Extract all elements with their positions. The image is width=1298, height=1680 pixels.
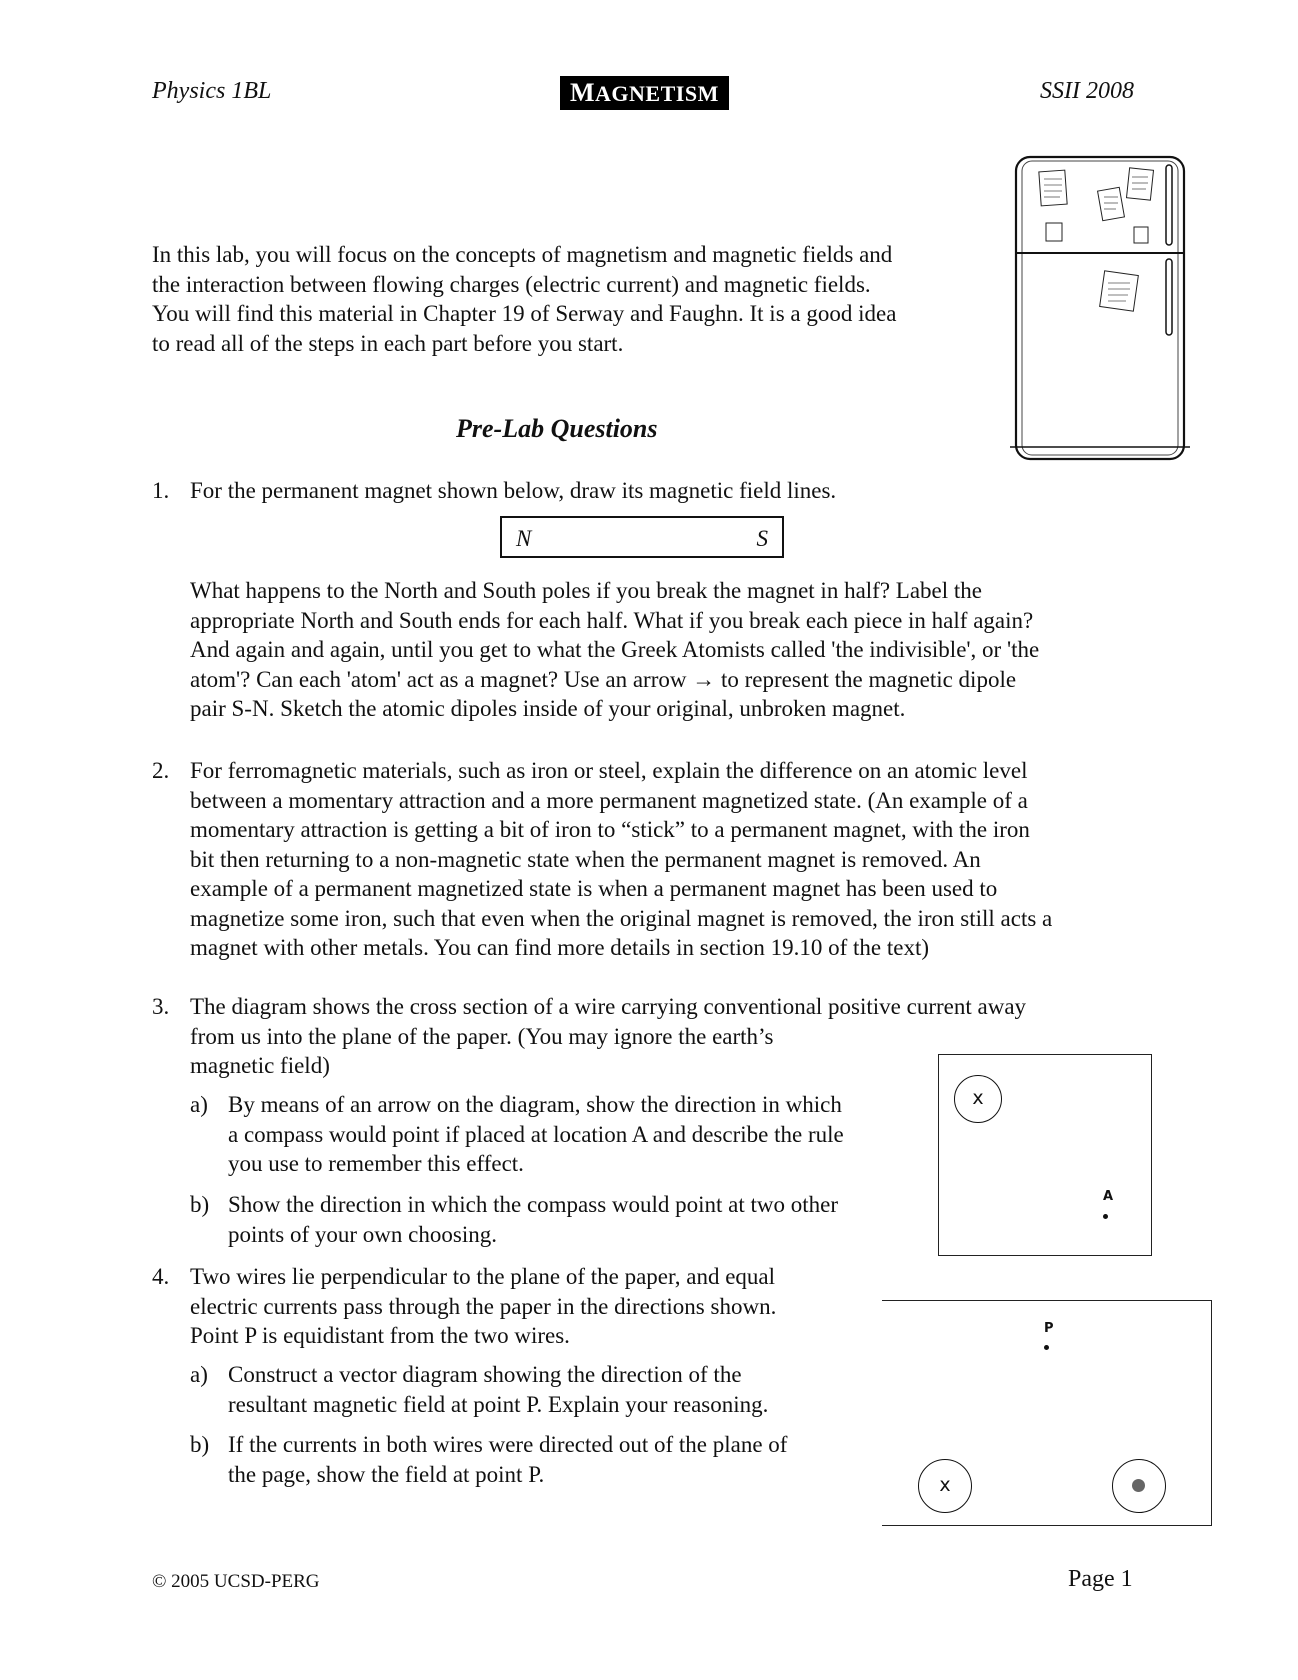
q4-two-wire-diagram [882, 1300, 1212, 1526]
q1-line: appropriate North and South ends for each half. What if you break each piece in half again? [190, 607, 1034, 633]
wire-into-page-icon: x [954, 1075, 1002, 1123]
q4b-line: the page, show the field at point P. [228, 1461, 545, 1487]
page-title: MAGNETISM [560, 76, 729, 110]
wire-out-of-page-icon [1112, 1459, 1166, 1513]
intro-paragraph [152, 240, 896, 358]
q4-line: electric currents pass through the paper in the directions shown. [190, 1293, 777, 1319]
q3-line: from us into the plane of the paper. (You may ignore the earth’s [190, 1023, 774, 1049]
q4-body [190, 1262, 776, 1351]
q1-prompt: For the permanent magnet shown below, draw its magnetic field lines. [190, 478, 837, 503]
q1-body [190, 576, 1039, 724]
q3a-line: By means of an arrow on the diagram, show the direction in which [228, 1092, 842, 1117]
page-number: Page 1 [1068, 1566, 1133, 1592]
q2-line: between a momentary attraction and a more permanent magnetized state. (An example of a [190, 787, 1028, 813]
point-a-label: A [1103, 1189, 1114, 1204]
prelab-heading: Pre-Lab Questions [456, 414, 658, 443]
q3a-label: a) [190, 1092, 208, 1117]
q3b-line: Show the direction in which the compass would point at two other [228, 1192, 839, 1217]
point-a-dot [1103, 1214, 1108, 1219]
q4b-body [228, 1430, 787, 1489]
q3a-line: you use to remember this effect. [228, 1151, 524, 1176]
q2-line: magnetize some iron, such that even when the original magnet is removed, the iron still acts a [190, 905, 1053, 931]
q2-line: bit then returning to a non-magnetic state when the permanent magnet is removed. An [190, 846, 981, 872]
q2-line: magnet with other metals. You can find more details in section 19.10 of the text) [190, 935, 930, 960]
q3b-line: points of your own choosing. [228, 1221, 497, 1247]
course-name: Physics 1BL [152, 78, 272, 104]
intro-line: the interaction between flowing charges (electric current) and magnetic fields. [152, 271, 871, 297]
q1-number: 1. [152, 478, 170, 503]
q4-line: Point P is equidistant from the two wires. [190, 1323, 570, 1348]
wire-into-page-icon: x [918, 1459, 972, 1513]
q2-line: momentary attraction is getting a bit of iron to “stick” to a permanent magnet, with the iron [190, 817, 1030, 842]
south-pole-label: S [756, 526, 768, 551]
q1-line: atom'? Can each 'atom' act as a magnet? Use an arrow → to represent the magnetic dipole [190, 666, 1017, 692]
q2-number: 2. [152, 758, 170, 783]
q4b-label: b) [190, 1432, 210, 1457]
q4-line: Two wires lie perpendicular to the plane of the paper, and equal [190, 1264, 776, 1289]
q3a-line: a compass would point if placed at location A and describe the rule [228, 1121, 844, 1147]
refrigerator-illustration [1010, 155, 1200, 470]
q1-line: What happens to the North and South poles if you break the magnet in half? Label the [190, 578, 982, 603]
q3a-body [228, 1090, 844, 1179]
q1-line: pair S-N. Sketch the atomic dipoles inside of your original, unbroken magnet. [190, 696, 906, 721]
intro-line: In this lab, you will focus on the concepts of magnetism and magnetic fields and [152, 242, 893, 267]
point-p-label: P [1044, 1321, 1054, 1336]
q3-number: 3. [152, 994, 170, 1019]
q4a-line: Construct a vector diagram showing the direction of the [228, 1362, 742, 1387]
q2-line: example of a permanent magnetized state is when a permanent magnet has been used to [190, 876, 998, 901]
intro-line: to read all of the steps in each part before you start. [152, 330, 624, 356]
session-label: SSII 2008 [1040, 78, 1134, 104]
q2-body [190, 756, 1052, 963]
q4-number: 4. [152, 1264, 170, 1289]
q4a-body [228, 1360, 768, 1419]
q3b-body [228, 1190, 838, 1249]
dot-symbol-icon [1132, 1479, 1145, 1492]
q4b-line: If the currents in both wires were directed out of the plane of [228, 1432, 788, 1457]
intro-line: You will find this material in Chapter 19 of Serway and Faughn. It is a good idea [152, 301, 897, 326]
q2-line: For ferromagnetic materials, such as iron or steel, explain the difference on an atomic level [190, 758, 1028, 783]
q1-line: And again and again, until you get to what the Greek Atomists called 'the indivisible', or 'the [190, 637, 1040, 662]
bar-magnet [500, 516, 784, 558]
q3-body [190, 992, 1026, 1081]
q3b-label: b) [190, 1192, 210, 1217]
point-p-dot [1044, 1345, 1049, 1350]
q4a-line: resultant magnetic field at point P. Explain your reasoning. [228, 1391, 769, 1417]
q3-wire-diagram [938, 1054, 1152, 1256]
q3-line: magnetic field) [190, 1053, 330, 1078]
north-pole-label: N [516, 526, 532, 551]
q3-line: The diagram shows the cross section of a wire carrying conventional positive current away [190, 994, 1027, 1019]
q4a-label: a) [190, 1362, 208, 1387]
copyright-notice: © 2005 UCSD-PERG [152, 1571, 320, 1592]
